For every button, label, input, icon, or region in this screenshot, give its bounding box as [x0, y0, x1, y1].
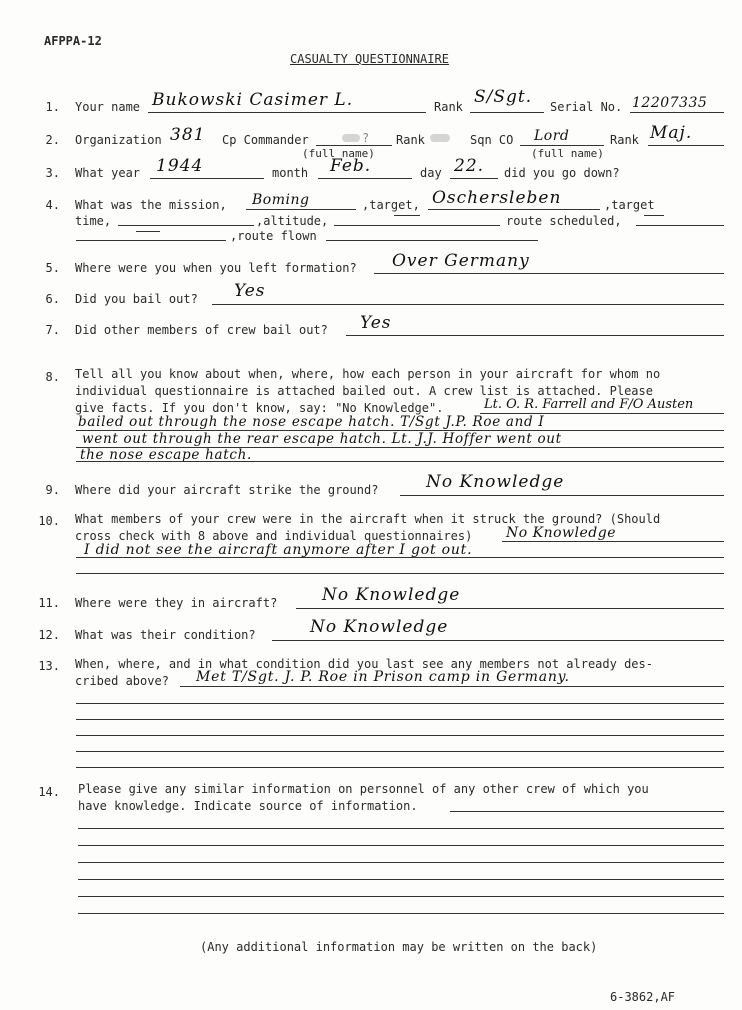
- q12-number: 12.: [38, 628, 60, 642]
- q10-text-line-2: cross check with 8 above and individual questionnaires): [75, 529, 473, 543]
- q8-text-line-2: individual questionnaire is attached bailed out. A crew list is attached. Please: [75, 384, 653, 398]
- q2-sqn-line: [520, 145, 604, 146]
- q8-number: 8.: [45, 370, 60, 384]
- q14-line-3: [78, 845, 724, 846]
- q10-line-1: [502, 541, 724, 542]
- q8-answer-line-3[interactable]: went out through the rear escape hatch. Lt. J.J. Hoffer went out: [82, 431, 562, 447]
- q10-answer-line-1[interactable]: No Knowledge: [506, 525, 616, 541]
- q11-value[interactable]: No Knowledge: [322, 585, 461, 605]
- q13-text-line-1: When, where, and in what condition did you last see any members not already des-: [75, 657, 653, 671]
- q13-text-line-2: cribed above?: [75, 674, 169, 688]
- q4-route-flown-label: ,route flown: [230, 229, 317, 243]
- q14-line-2: [78, 828, 724, 829]
- q2-rank2-value[interactable]: Maj.: [650, 123, 693, 143]
- q3-down-label: did you go down?: [504, 166, 620, 180]
- q6-line: [212, 304, 724, 305]
- q12-label: What was their condition?: [75, 628, 256, 642]
- q4-route-sched-line: [636, 225, 724, 226]
- q5-line: [374, 273, 724, 274]
- q5-number: 5.: [45, 261, 60, 275]
- q9-line: [400, 495, 724, 496]
- q11-number: 11.: [38, 596, 60, 610]
- q2-cp-label: Cp Commander: [222, 133, 309, 147]
- q5-label: Where were you when you left formation?: [75, 261, 357, 275]
- q1-name-line: [148, 112, 426, 113]
- q7-number: 7.: [45, 323, 60, 337]
- form-title: CASUALTY QUESTIONNAIRE: [290, 52, 449, 66]
- q2-full-name-caption-2: (full name): [531, 147, 604, 160]
- q4-mission-line: [246, 209, 356, 210]
- q9-number: 9.: [45, 483, 60, 497]
- q4-altitude-label: ,altitude,: [256, 214, 329, 228]
- q4-altitude-dash: [394, 215, 420, 216]
- q1-name-label: Your name: [75, 100, 141, 114]
- q13-line-6: [76, 767, 724, 768]
- q7-value[interactable]: Yes: [360, 313, 392, 333]
- q3-year-label: What year: [75, 166, 141, 180]
- q4-time-line: [118, 225, 254, 226]
- q2-full-name-caption-1: (full name): [302, 147, 375, 160]
- q1-number: 1.: [45, 100, 60, 114]
- q4-mission-label: What was the mission,: [75, 198, 227, 212]
- q14-line-4: [78, 862, 724, 863]
- q2-cp-line: [316, 145, 392, 146]
- q14-line-5: [78, 879, 724, 880]
- q4-route-sched-dash: [644, 215, 664, 216]
- q8-text-line-3: give facts. If you don't know, say: "No Knowledge".: [75, 401, 444, 415]
- q10-answer-line-2[interactable]: I did not see the aircraft anymore after I got out.: [84, 542, 473, 558]
- q14-line-6: [78, 896, 724, 897]
- q12-line: [272, 640, 724, 641]
- q4-target-value[interactable]: Oschersleben: [432, 188, 562, 208]
- q3-month-label: month: [272, 166, 309, 180]
- q4-route-flown-line: [326, 240, 538, 241]
- q14-text-line-2: have knowledge. Indicate source of information.: [78, 799, 418, 813]
- q11-line: [296, 608, 724, 609]
- q2-rank1-smudge: [430, 134, 450, 142]
- q6-value[interactable]: Yes: [234, 281, 266, 301]
- q4-target-label: ,target,: [362, 198, 420, 212]
- q1-rank-value[interactable]: S/Sgt.: [474, 87, 533, 107]
- q1-rank-line: [470, 112, 544, 113]
- q3-month-line: [318, 178, 412, 179]
- q7-label: Did other members of crew bail out?: [75, 323, 328, 337]
- q2-rank1-label: Rank: [396, 133, 425, 147]
- q10-number: 10.: [38, 514, 60, 528]
- q4-mission-value[interactable]: Boming: [252, 192, 310, 208]
- q10-line-2: [76, 557, 724, 558]
- q1-rank-label: Rank: [434, 100, 463, 114]
- q2-cp-smudge: [342, 134, 360, 142]
- q4-altitude-line: [334, 225, 500, 226]
- q4-target-line: [428, 209, 600, 210]
- q14-number: 14.: [38, 785, 60, 799]
- q13-number: 13.: [38, 659, 60, 673]
- q2-org-label: Organization: [75, 133, 162, 147]
- q13-line-1: [180, 686, 724, 687]
- q1-serial-line: [630, 112, 724, 113]
- q2-number: 2.: [45, 133, 60, 147]
- q4-target-time-label: ,target: [604, 198, 655, 212]
- q4-route-line-1: [76, 240, 226, 241]
- q2-sqn-value[interactable]: Lord: [534, 128, 570, 144]
- q2-rank2-label: Rank: [610, 133, 639, 147]
- footer-note: (Any additional information may be written on the back): [200, 940, 598, 954]
- form-number: 6-3862,AF: [610, 990, 676, 1004]
- q14-line-7: [78, 913, 724, 914]
- q3-year-value[interactable]: 1944: [156, 156, 204, 176]
- q14-text-line-1: Please give any similar information on personnel of any other crew of which you: [78, 782, 649, 796]
- q12-value[interactable]: No Knowledge: [310, 617, 449, 637]
- q4-time-label: time,: [75, 214, 112, 228]
- q13-line-4: [76, 735, 724, 736]
- q2-sqn-label: Sqn CO: [470, 133, 514, 147]
- q4-route-dash: [136, 231, 160, 232]
- q2-cp-value[interactable]: ?: [362, 131, 370, 145]
- form-id: AFPPA-12: [44, 34, 102, 48]
- q1-name-value[interactable]: Bukowski Casimer L.: [152, 90, 354, 110]
- q8-line-4: [76, 461, 724, 462]
- q5-value[interactable]: Over Germany: [392, 251, 530, 271]
- q13-line-3: [76, 719, 724, 720]
- q9-value[interactable]: No Knowledge: [426, 472, 565, 492]
- q10-line-3: [76, 573, 724, 574]
- q14-line-1: [450, 811, 724, 812]
- q2-rank2-line: [648, 145, 724, 146]
- q10-text-line-1: What members of your crew were in the aircraft when it struck the ground? (Should: [75, 512, 661, 526]
- q8-answer-line-2[interactable]: bailed out through the nose escape hatch. T/Sgt J.P. Roe and I: [78, 414, 545, 430]
- q9-label: Where did your aircraft strike the ground?: [75, 483, 379, 497]
- q7-line: [346, 335, 724, 336]
- q3-day-line: [450, 178, 498, 179]
- q6-label: Did you bail out?: [75, 292, 198, 306]
- q13-line-5: [76, 751, 724, 752]
- q11-label: Where were they in aircraft?: [75, 596, 278, 610]
- q1-serial-value[interactable]: 12207335: [632, 95, 708, 111]
- q4-number: 4.: [45, 198, 60, 212]
- q8-text-line-1: Tell all you know about when, where, how each person in your aircraft for whom no: [75, 367, 661, 381]
- q3-number: 3.: [45, 166, 60, 180]
- q13-line-2: [76, 703, 724, 704]
- q8-answer-line-4[interactable]: the nose escape hatch.: [80, 447, 252, 463]
- q4-route-sched-label: route scheduled,: [506, 214, 622, 228]
- q3-year-line: [150, 178, 264, 179]
- q1-serial-label: Serial No.: [550, 100, 623, 114]
- q3-day-label: day: [420, 166, 442, 180]
- q3-day-value[interactable]: 22.: [454, 156, 485, 176]
- q3-month-value[interactable]: Feb.: [330, 156, 372, 176]
- q2-org-value[interactable]: 381: [170, 125, 206, 145]
- q8-answer-line-1[interactable]: Lt. O. R. Farrell and F/O Austen: [484, 397, 694, 412]
- q13-answer-line-1[interactable]: Met T/Sgt. J. P. Roe in Prison camp in Germany.: [196, 669, 570, 685]
- q6-number: 6.: [45, 292, 60, 306]
